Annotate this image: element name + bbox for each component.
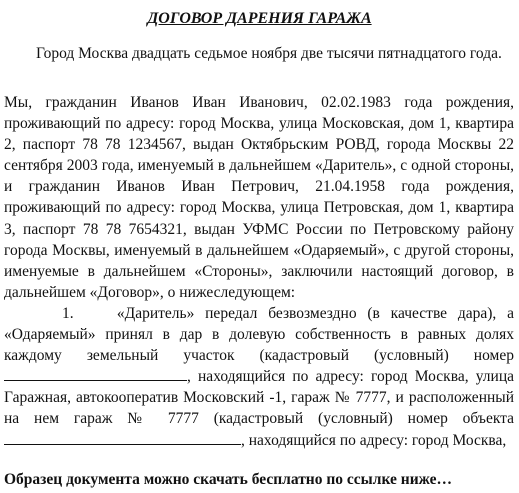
place-date-line: Город Москва двадцать седьмое ноября две тысячи пятнадцатого года. — [36, 45, 502, 62]
preamble-paragraph: Мы, гражданин Иванов Иван Иванович, 02.02.1983 года рождения, проживающий по адресу: город Москва, улица Московская, дом 1, квартира 2, паспорт 78 78 1234567, выдан Октябрьским РОВД, города Москвы 22 сентября 2003 года, именуемый в дальнейшем «Даритель», с одной стороны, и гражданин Иванов Иван Петрович, 21.04.1958 года рождения, проживающий по адресу: город Москва, улица Петровская, дом 1, квартира 3, паспорт 78 78 7654321, выдан УФМС России по Петровскому району города Москвы, именуемый в дальнейшем «Одаряемый», с другой стороны, именуемые в дальнейшем «Стороны», заключили настоящий договор, в дальнейшем «Договор», о нижеследующем: — [4, 94, 514, 301]
clause-1-text-c: , находящийся по адресу: город Москва, — [241, 431, 507, 449]
object-number-blank — [4, 430, 241, 445]
cadastral-number-blank — [4, 366, 187, 381]
clause-1-text-a: «Даритель» передал безвозмездно (в качестве дара), а «Одаряемый» принял в дар в долевую собственность в равных долях каждому земельный участок (кадастровый (условный) номер — [4, 304, 514, 365]
document-title: ДОГОВОР ДАРЕНИЯ ГАРАЖА — [147, 10, 372, 27]
clause-number: 1. — [62, 304, 74, 322]
clause-1-paragraph — [4, 303, 514, 451]
clause-1-text-b: , находящийся по адресу: город Москва, улица Гаражная, автокооператив Московский -1, гараж № 7777, и расположенный на нем гараж № 7777 (кадастровый (условный) номер объекта — [4, 368, 514, 428]
download-sample-note: Образец документа можно скачать бесплатно по ссылке ниже… — [4, 470, 518, 490]
document-body — [4, 92, 514, 451]
